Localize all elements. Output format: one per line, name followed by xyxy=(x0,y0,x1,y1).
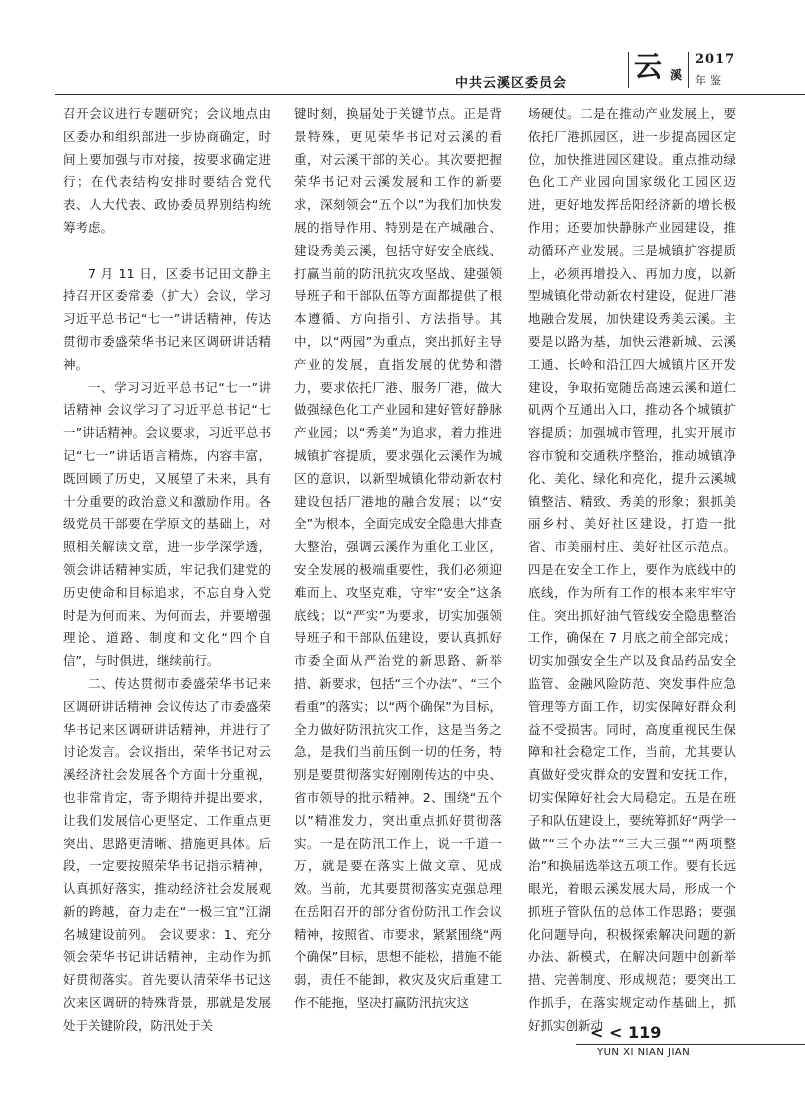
text-column-3 xyxy=(528,103,736,1038)
yearbook-logo-small-character: 溪 xyxy=(670,68,683,82)
footer-rule xyxy=(576,1044,805,1045)
yearbook-year: 2017 xyxy=(695,52,736,67)
org-name: 中共云溪区委员会 xyxy=(455,76,568,91)
paragraph-spacer xyxy=(63,240,271,263)
text-column-2 xyxy=(294,103,502,1015)
yearbook-logo-character: 云 xyxy=(634,50,663,83)
text-column-1 xyxy=(63,103,271,1038)
body-paragraph: 二、传达贯彻市委盛荣华书记来区调研讲话精神 会议传达了市委盛荣华书记来区调研讲话精神，并进行了讨论发言。会议指出，荣华书记对云溪经济社会发展各个方面十分重视，也非常肯定，寄予期待并提出要求，让我们发展信心更坚定、工作重点更突出、思路更清晰、措施更具体。后段，一定要按照荣华书记指示精神，认真抓好落实，推动经济社会发展观新的跨越，奋力走在“一极三宜”江湖名城建设前列。 会议要求：1、充分领会荣华书记讲话精神，主动作为抓好贯彻落实。首先要认清荣华书记这次来区调研的特殊背景，那就是发展处于关键阶段，防汛处于关 xyxy=(63,675,271,1033)
body-paragraph: 召开会议进行专题研究；会议地点由区委办和组织部进一步协商确定，时间上要加强与市对接，按要求确定进行；在代表结构安排时要结合党代表、人大代表、政协委员界别结构统筹考虑。 xyxy=(63,106,271,235)
header-divider xyxy=(628,52,629,88)
footer-pinyin-title: YUN XI NIAN JIAN xyxy=(597,1047,691,1058)
header-rule xyxy=(55,94,805,95)
body-paragraph: 一、学习习近平总书记“七一”讲话精神 会议学习了习近平总书记“七一”讲话精神。会议要求，习近平总书记“七一”讲话语言精炼，内容丰富，既回顾了历史，又展望了未来，具有十分重要的政治意义和激励作用。各级党员干部要在学原文的基础上，对照相关解读文章，进一步学深学透，领会讲话精神实质，牢记我们建党的历史使命和目标追求，不忘自身入党时是为何而来、为何而去，并要增强理论、道路、制度和文化“四个自信”，与时俱进，继续前行。 xyxy=(63,379,271,669)
body-paragraph: 场硬仗。二是在推动产业发展上，要依托厂港抓园区，进一步提高园区定位，加快推进园区建设。重点推动绿色化工产业园向国家级化工园区迈进，更好地发挥岳阳经济新的增长极作用；还要加快静脉产业园建设，推动循环产业发展。三是城镇扩容提质上，必须再增投入、再加力度，以新型城镇化带动新农村建设，促进厂港地融合发展，加快建设秀美云溪。主要是以路为基，加快云港新城、云溪工通、长岭和沿江四大城镇片区开发建设，争取拓宽随岳高速云溪和道仁矶两个互通出入口，推动各个城镇扩容提质；加强城市管理，扎实开展市容市貌和交通秩序整治，推动城镇净化、美化、绿化和亮化，提升云溪城镇整洁、精致、秀美的形象；狠抓美丽乡村、美好社区建设，打造一批省、市美丽村庄、美好社区示范点。四是在安全工作上，要作为底线中的底线，作为所有工作的根本来牢牢守住。突出抓好油气管线安全隐患整治工作，确保在 7 月底之前全部完成；切实加强安全生产以及食品药品安全监管、金融风险防范、突发事件应急管理等方面工作，切实保障好群众利益不受损害。同时，高度重视民生保障和社会稳定工作，当前，尤其要认真做好受灾群众的安置和安抚工作，切实保障好社会大局稳定。五是在班子和队伍建设上，要统筹抓好“两学一做”“三个办法”“三大三强”“两项整治”和换届选举这五项工作。要有长远眼光，着眼云溪发展大局，形成一个抓班子管队伍的总体工作思路；要强化问题导向，积极探索解决问题的新办法、新模式，在解决问题中创新举措、完善制度、形成规范；要突出工作抓手，在落实规定动作基础上，抓好抓实创新动 xyxy=(528,106,736,1033)
body-paragraph: 键时刻，换届处于关键节点。正是背景特殊，更见荣华书记对云溪的看重，对云溪干部的关心。其次要把握荣华书记对云溪发展和工作的新要求，深刻领会“五个以”为我们加快发展的指导作用、特别是在产城融合、建设秀美云溪，包括守好安全底线、打赢当前的防汛抗灾攻坚战、建强领导班子和干部队伍等方面都提供了根本遵循、方向指引、方法指导。其中，以“两园”为重点，突出抓好主导产业的发展，直指发展的优势和潜力，要求依托厂港、服务厂港，做大做强绿色化工产业园和建好管好静脉产业园；以“秀美”为追求，着力推进城镇扩容提质，要求强化云溪作为城区的意识，以新型城镇化带动新农村建设包括厂港地的融合发展；以“安全”为根本，全面完成安全隐患大排查大整治，强调云溪作为重化工业区，安全发展的极端重要性，我们必须迎难而上、攻坚克难，守牢“安全”这条底线；以“严实”为要求，切实加强领导班子和干部队伍建设，要认真抓好市委全面从严治党的新思路、新举措、新要求，包括“三个办法”、“三个看重”的落实；以“两个确保”为目标，全力做好防汛抗灾工作，这是当务之急，是我们当前压倒一切的任务，特别是要贯彻落实好刚刚传达的中央、省市领导的批示精神。2、围绕“五个以”精准发力，突出重点抓好贯彻落实。一是在防汛工作上，说一千道一万，就是要在落实上做文章、见成效。当前，尤其要贯彻落实克强总理在岳阳召开的部分省份防汛工作会议精神，按照省、市要求，紧紧围绕“两个确保”目标，思想不能松，措施不能弱，责任不能卸，救灾及灾后重建工作不能拖，坚决打赢防汛抗灾这 xyxy=(294,106,502,1011)
yearbook-label: 年鉴 xyxy=(695,74,725,87)
header-divider-2 xyxy=(688,52,689,88)
body-paragraph: 7 月 11 日，区委书记田文静主持召开区委常委（扩大）会议，学习习近平总书记“七一”讲话精神，传达贯彻市委盛荣华书记来区调研讲话精神。 xyxy=(63,265,271,372)
page-number: < < 119 xyxy=(590,1023,662,1042)
page-header xyxy=(0,0,805,100)
